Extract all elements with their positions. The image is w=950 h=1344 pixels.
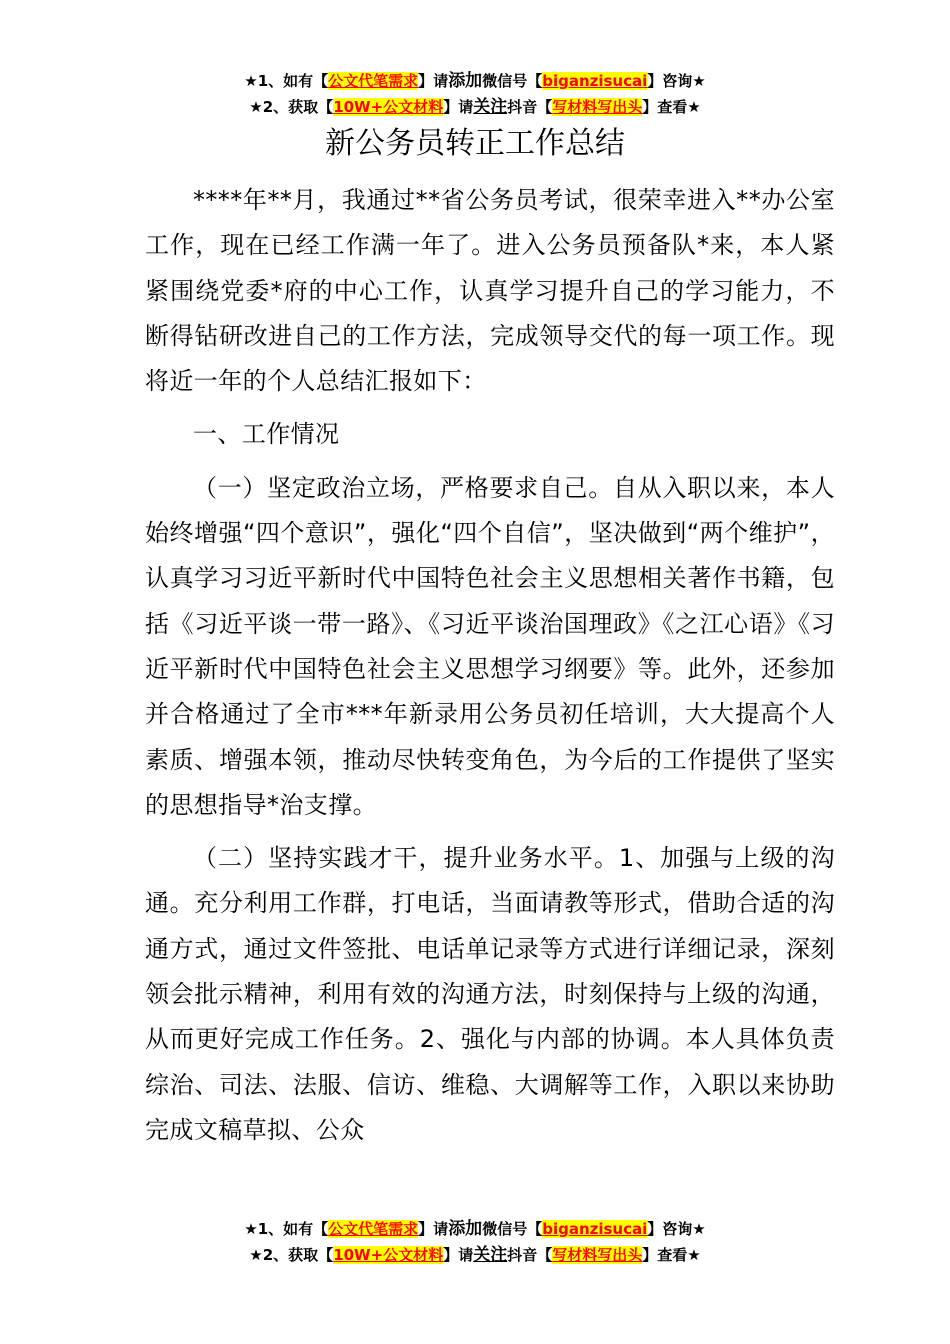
banner-text: ★2、获取【 — [249, 1246, 334, 1264]
banner-text: 抖音【 — [507, 1246, 553, 1264]
document-body — [145, 178, 835, 1153]
banner-douyin-id: 写材料写出头 — [552, 98, 643, 116]
banner-line-2 — [0, 94, 950, 120]
paragraph-section-2: （二）坚持实践才干，提升业务水平。1、加强与上级的沟通。充分利用工作群，打电话，当面请教等形式，借助合适的沟通方式，通过文件签批、电话单记录等方式进行详细记录，深刻领会批示精神，利用有效的沟通方法，时刻保持与上级的沟通，从而更好完成工作任务。2、强化与内部的协调。本人具体负责综治、司法、法服、信访、维稳、大调解等工作，入职以来协助完成文稿草拟、公众 — [145, 844, 835, 1144]
banner-highlight: 公文代笔需求 — [328, 72, 419, 90]
header-banner — [0, 68, 950, 120]
document-title: 新公务员转正工作总结 — [325, 126, 625, 161]
banner-text: 】咨询★ — [647, 72, 706, 90]
banner-text: 】请 — [443, 1246, 474, 1264]
banner-text: 抖音【 — [507, 98, 553, 116]
footer-banner — [0, 1216, 950, 1268]
banner-text: ★2、获取【 — [249, 98, 334, 116]
banner-text: 】请 — [418, 72, 449, 90]
banner-wechat-id: biganzisucai — [542, 1220, 648, 1238]
banner-text: 微信号【 — [482, 72, 543, 90]
banner-douyin-id: 写材料写出头 — [552, 1246, 643, 1264]
banner-highlight: 公文代笔需求 — [328, 1220, 419, 1238]
banner-line-2 — [0, 1242, 950, 1268]
banner-highlight: 10W+公文材料 — [333, 98, 444, 116]
banner-text: 添加 — [448, 71, 483, 91]
banner-text: 微信号【 — [482, 1220, 543, 1238]
banner-text: 添加 — [448, 1219, 483, 1239]
banner-text: 】请 — [418, 1220, 449, 1238]
banner-text: 】查看★ — [642, 1246, 701, 1264]
banner-line-1 — [0, 1216, 950, 1242]
section-heading: 一、工作情况 — [193, 420, 340, 449]
banner-text: 】请 — [443, 98, 474, 116]
banner-line-1 — [0, 68, 950, 94]
banner-text: 】咨询★ — [647, 1220, 706, 1238]
banner-text: 关注 — [473, 97, 508, 117]
banner-text: ★1、如有【 — [244, 1220, 329, 1238]
banner-text: ★1、如有【 — [244, 72, 329, 90]
paragraph-intro: ****年**月，我通过**省公务员考试，很荣幸进入**办公室工作，现在已经工作满一年了。进入公务员预备队*来，本人紧紧围绕党委*府的中心工作，认真学习提升自己的学习能力，不断得钻研改进自己的工作方法，完成领导交代的每一项工作。现将近一年的个人总结汇报如下： — [145, 186, 835, 396]
banner-wechat-id: biganzisucai — [542, 72, 648, 90]
paragraph-section-1: （一）坚定政治立场，严格要求自己。自从入职以来，本人始终增强“四个意识”，强化“四个自信”，坚决做到“两个维护”，认真学习习近平新时代中国特色社会主义思想相关著作书籍，包括《习近平谈一带一路》、《习近平谈治国理政》《之江心语》《习近平新时代中国特色社会主义思想学习纲要》等。此外，还参加并合格通过了全市***年新录用公务员初任培训，大大提高个人素质、增强本领，推动尽快转变角色，为今后的工作提供了坚实的思想指导*治支撑。 — [145, 473, 835, 819]
banner-text: 关注 — [473, 1245, 508, 1265]
banner-text: 】查看★ — [642, 98, 701, 116]
banner-highlight: 10W+公文材料 — [333, 1246, 444, 1264]
